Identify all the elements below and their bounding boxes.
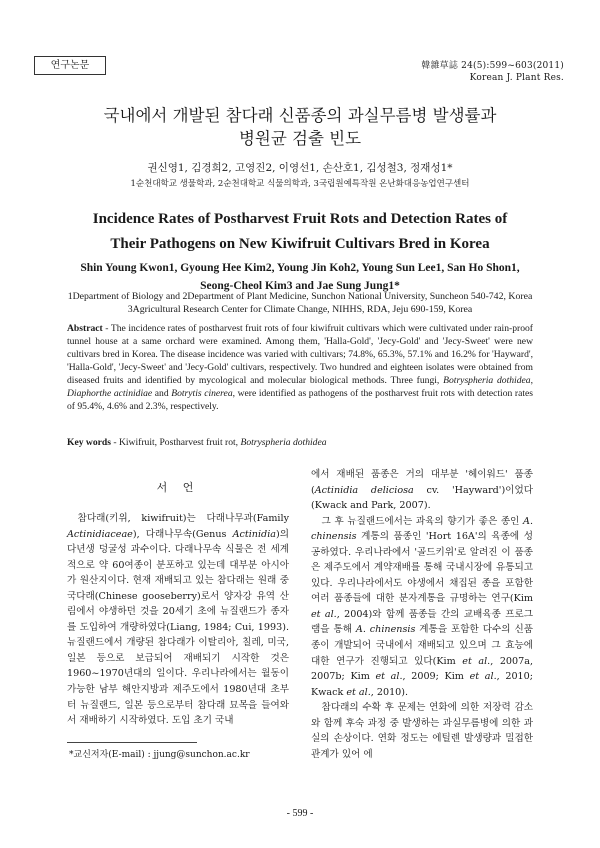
english-title-line-2: Their Pathogens on New Kiwifruit Cultivars Bred in Korea — [110, 236, 490, 252]
english-affiliations — [0, 291, 600, 316]
english-authors-line-1: Shin Young Kwon1, Gyoung Hee Kim2, Young Jin Koh2, Young Sun Lee1, San Ho Shon1, — [80, 262, 520, 274]
paragraph: 참다래의 수확 후 문제는 연화에 의한 저장력 감소와 함께 후숙 과정 중 발생하는 과실무름병에 의한 과실의 손상이다. 연화 정도는 에틸렌 발생량과 밀접한 관계가 있어 에 — [311, 702, 533, 760]
paragraph: 참다래(키위, kiwifruit)는 다래나무과(Family Actinidiaceae), 다래나무속(Genus Actinidia)의 다년생 덩굴성 과수이다. 다래나무속 식물은 전 세계적으로 약 60여종이 분포하고 있는데 대부분 아시아가 원산지이다. 현재 재배되고 있는 참다래는 원래 중국다래(Chinese gooseberry)로서 양자강 유역 산림에서 야생하던 것을 20세기 초에 뉴질랜드가 종자를 도입하여 개량하였다(Liang, 1984; Cui, 1993). 뉴질랜드에서 개량된 참다래가 이탈리아, 칠레, 미국, 일본 등으로 보급되어 재배되기 시작한 것은 1960~1970년대의 일이다. 우리나라에서는 월동이 가능한 남부 해안지방과 제주도에서 1980년대 초부터 뉴질랜드, 일본 등으로부터 참다래 묘목을 들여와서 재배하기 시작하였다. 도입 초기 국내 — [67, 513, 289, 727]
english-title-line-1: Incidence Rates of Postharvest Fruit Rots and Detection Rates of — [92, 211, 508, 227]
abstract-text: and — [152, 388, 172, 399]
right-column — [311, 467, 533, 762]
keywords-text: - Kiwifruit, Postharvest fruit rot, — [110, 437, 241, 448]
article-type-tag: 연구논문 — [34, 56, 106, 75]
english-authors-line-2: Seong-Cheol Kim3 and Jae Sung Jung1* — [200, 280, 400, 292]
keywords — [67, 437, 533, 448]
left-column — [67, 511, 289, 729]
korean-title-line-1: 국내에서 개발된 참다래 신품종의 과실무름병 발생률과 — [103, 106, 497, 125]
english-affiliation-line-1: 1Department of Biology and 2Department of Plant Medicine, Sunchon National University, Suncheon 540-742, Korea — [67, 291, 533, 302]
species-name: Botrytis cinerea — [171, 388, 233, 399]
journal-citation: 韓雜草誌 24(5):599~603(2011) — [421, 61, 564, 71]
abstract-text: - The incidence rates of postharvest fruit rots of four kiwifruit cultivars which were cultivated under rain-proof tunnel house at a same orchard were examined. Among them, 'Halla-Gold', 'Jecy-Gold' and 'Jecy-Sweet' were new cultivars bred in Korea. The disease incidence was varied with cultivars; 74.8%, 65.3%, 57.1% and 16.2% for 'Hayward', 'Halla-Gold', 'Jecy-Sweet' and 'Jecy-Gold' cultivars, respectively. Two hundred and eighteen isolates were obtained from diseased fruits and identified by mycological and molecular biological methods. Three fungi, — [67, 323, 533, 386]
keywords-species: Botryspheria dothidea — [240, 437, 327, 448]
paragraph: 그 후 뉴질랜드에서는 과육의 향기가 좋은 종인 A. chinensis 계통의 품종인 'Hort 16A'의 육종에 성공하였다. 우리나라에서 '골드키위'로 알려진 이 품종은 제주도에서 계약재배를 통해 국내시장에 유통되고 있다. 우리나라에서도 야생에서 채집된 종을 포함한 여러 품종들에 대한 분자계통을 규명하는 연구(Kim et al., 2004)와 함께 품종들 간의 교배육종 프로그램을 통해 A. chinensis 계통을 포함한 다수의 신품종이 개발되어 국내에서 재배되고 있으며 그 효능에 대한 연구가 진행되고 있다(Kim et al., 2007a, 2007b; Kim et al., 2009; Kim et al., 2010; Kwack et al., 2010). — [311, 515, 534, 698]
korean-affiliations: 1순천대학교 생물학과, 2순천대학교 식물의학과, 3국립원예특작원 온난화대응농업연구센터 — [130, 179, 470, 189]
corresponding-author-footnote[interactable]: *교신저자(E-mail) : jjung@sunchon.ac.kr — [69, 750, 250, 760]
korean-title — [0, 104, 600, 150]
page-number: - 599 - — [286, 808, 314, 819]
abstract-label: Abstract — [67, 323, 103, 334]
journal-name: Korean J. Plant Res. — [469, 73, 564, 83]
korean-authors: 권신영1, 김경희2, 고영진2, 이영선1, 손산호1, 김성철3, 정재성1* — [147, 162, 453, 174]
section-heading-introduction: 서 언 — [156, 481, 200, 494]
korean-title-line-2: 병원균 검출 빈도 — [238, 129, 362, 148]
species-name: Botryspheria dothidea — [443, 375, 531, 386]
abstract-text: , — [530, 375, 533, 386]
footnote-divider — [67, 742, 197, 743]
abstract — [67, 322, 533, 413]
english-title — [0, 207, 600, 257]
journal-info — [421, 60, 564, 84]
paragraph: 에서 재배된 품종은 거의 대부분 '헤이워드' 품종(Actinidia deliciosa cv. 'Hayward')이었다(Kwack and Park, 2007). — [311, 469, 533, 512]
english-authors — [0, 259, 600, 295]
species-name: Diaphorthe actinidiae — [67, 388, 153, 399]
abstract-text: , were identified as pathogens of the postharvest fruit rots with detection rates of 95.4%, 4.6% and 2.3%, respectively. — [67, 388, 534, 412]
english-affiliation-line-2: 3Agricultural Research Center for Climate Change, NIHHS, RDA, Jeju 690-159, Korea — [127, 303, 473, 315]
keywords-label: Key words — [67, 437, 111, 448]
